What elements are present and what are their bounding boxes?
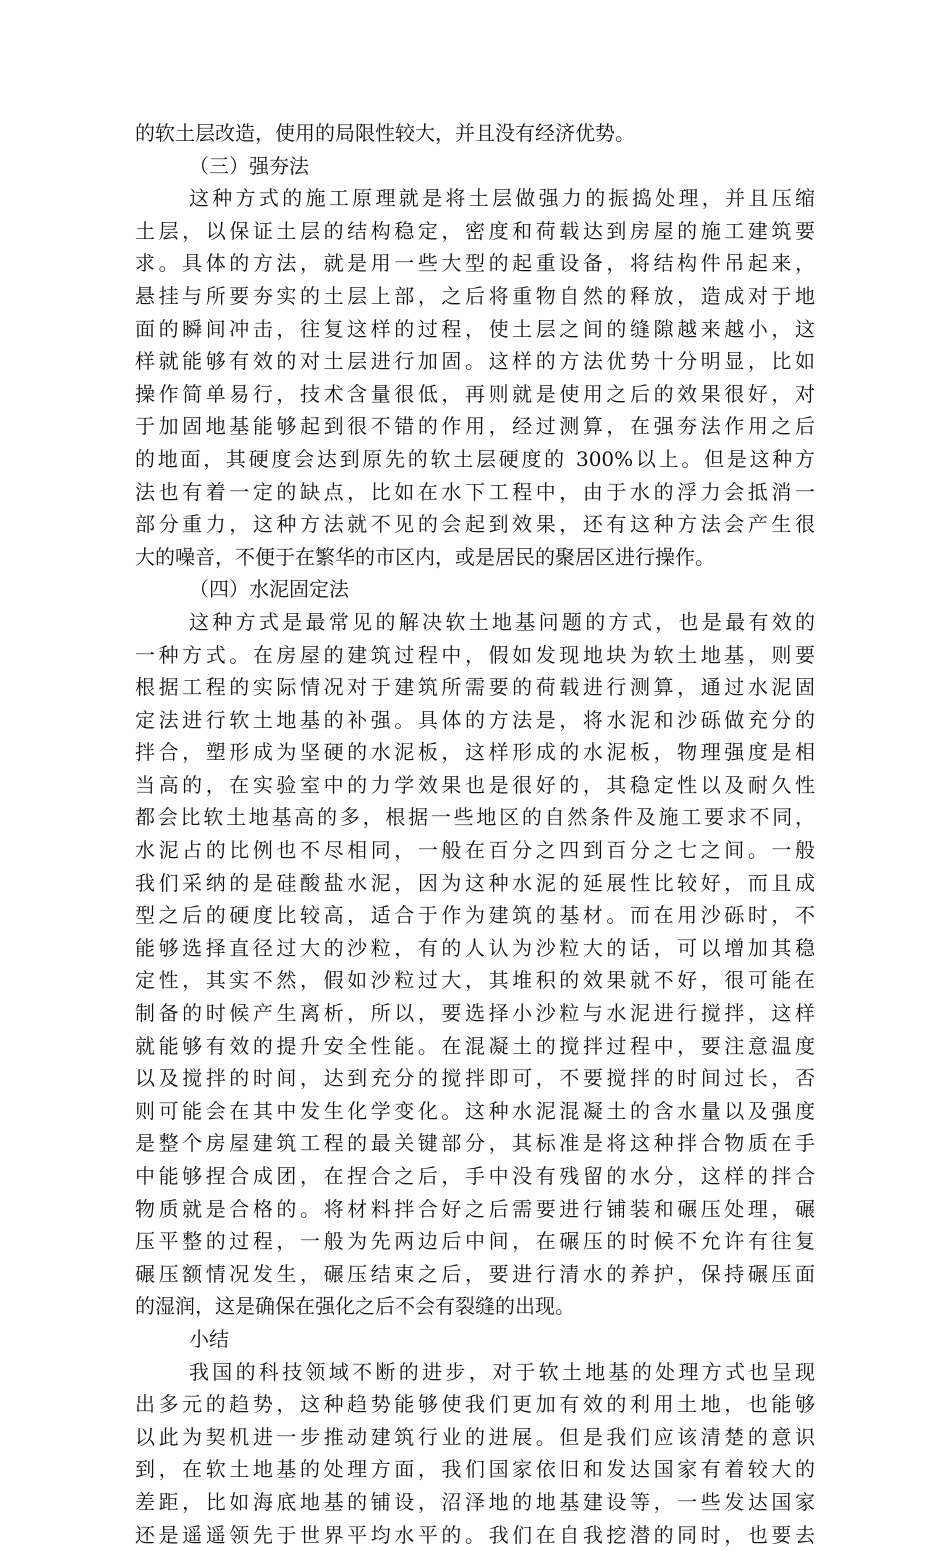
text-line: 这种方式的施工原理就是将土层做强力的振捣处理，并且压缩 bbox=[189, 186, 815, 211]
text-line: 样就能够有效的对土层进行加固。这样的方法优势十分明显，比如 bbox=[135, 349, 815, 374]
text-line: 我们采纳的是硅酸盐水泥，因为这种水泥的延展性比较好，而且成 bbox=[135, 870, 815, 895]
text-line: 的地面，其硬度会达到原先的软土层硬度的 300%以上。但是这种方 bbox=[135, 446, 815, 471]
text-line: 的软土层改造，使用的局限性较大，并且没有经济优势。 bbox=[135, 121, 635, 145]
text-line: 出多元的趋势，这种趋势能够使我们更加有效的利用土地，也能够 bbox=[135, 1392, 815, 1417]
paragraph bbox=[135, 182, 815, 573]
text-line: 以及搅拌的时间，达到充分的搅拌即可，不要搅拌的时间过长，否 bbox=[135, 1066, 815, 1091]
text-line: 的湿润，这是确保在强化之后不会有裂缝的出现。 bbox=[135, 1294, 575, 1319]
text-line: 都会比软土地基高的多，根据一些地区的自然条件及施工要求不同， bbox=[135, 805, 815, 830]
text-line: 求。具体的方法，就是用一些大型的起重设备，将结构件吊起来， bbox=[135, 251, 815, 276]
text-line: 以此为契机进一步推动建筑行业的进展。但是我们应该清楚的意识 bbox=[135, 1424, 815, 1449]
paragraph bbox=[135, 606, 815, 1323]
text-line: 面的瞬间冲击，往复这样的过程，使土层之间的缝隙越来越小，这 bbox=[135, 316, 815, 341]
text-line: 我国的科技领域不断的进步，对于软土地基的处理方式也呈现 bbox=[189, 1359, 815, 1384]
text-line: 拌合，塑形成为坚硬的水泥板，这样形成的水泥板，物理强度是相 bbox=[135, 740, 815, 765]
text-line: 差距，比如海底地基的铺设，沼泽地的地基建设等，一些发达国家 bbox=[135, 1489, 815, 1514]
text-line: 这种方式是最常见的解决软土地基问题的方式，也是最有效的 bbox=[189, 609, 815, 634]
text-line: 还是遥遥领先于世界平均水平的。我们在自我挖潜的同时，也要去 bbox=[135, 1522, 815, 1547]
text-line: 根据工程的实际情况对于建筑所需要的荷载进行测算，通过水泥固 bbox=[135, 675, 815, 700]
text-line: 部分重力，这种方法就不见的会起到效果，还有这种方法会产生很 bbox=[135, 512, 815, 537]
paragraph bbox=[135, 1356, 815, 1551]
text-line: 一种方式。在房屋的建筑过程中，假如发现地块为软土地基，则要 bbox=[135, 642, 815, 667]
text-line: 能够选择直径过大的沙粒，有的人认为沙粒大的话，可以增加其稳 bbox=[135, 935, 815, 960]
paragraph bbox=[135, 117, 815, 150]
text-line: 则可能会在其中发生化学变化。这种水泥混凝土的含水量以及强度 bbox=[135, 1098, 815, 1123]
text-line: 压平整的过程，一般为先两边后中间，在碾压的时候不允许有往复 bbox=[135, 1229, 815, 1254]
text-line: 于加固地基能够起到很不错的作用，经过测算，在强夯法作用之后 bbox=[135, 414, 815, 439]
section-heading: （四）水泥固定法 bbox=[189, 577, 349, 602]
text-line: 定法进行软土地基的补强。具体的方法是，将水泥和沙砾做充分的 bbox=[135, 707, 815, 732]
text-line: 碾压额情况发生，碾压结束之后，要进行清水的养护，保持碾压面 bbox=[135, 1261, 815, 1286]
text-line: 当高的，在实验室中的力学效果也是很好的，其稳定性以及耐久性 bbox=[135, 772, 815, 797]
text-line: 中能够捏合成团，在捏合之后，手中没有残留的水分，这样的拌合 bbox=[135, 1164, 815, 1188]
text-line: 制备的时候产生离析，所以，要选择小沙粒与水泥进行搅拌，这样 bbox=[135, 1001, 815, 1026]
text-line: 到，在软土地基的处理方面，我们国家依旧和发达国家有着较大的 bbox=[135, 1457, 815, 1482]
text-line: 大的噪音，不便于在繁华的市区内，或是居民的聚居区进行操作。 bbox=[135, 544, 715, 569]
text-line: 水泥占的比例也不尽相同，一般在百分之四到百分之七之间。一般 bbox=[135, 838, 815, 863]
text-line: 定性，其实不然，假如沙粒过大，其堆积的效果就不好，很可能在 bbox=[135, 968, 815, 993]
text-line: 是整个房屋建筑工程的最关键部分，其标准是将这种拌合物质在手 bbox=[135, 1131, 815, 1156]
text-line: 操作简单易行，技术含量很低，再则就是使用之后的效果很好，对 bbox=[135, 381, 815, 406]
text-line: 悬挂与所要夯实的土层上部，之后将重物自然的释放，造成对于地 bbox=[135, 283, 815, 308]
document-page bbox=[135, 117, 815, 1551]
text-line: 就能够有效的提升安全性能。在混凝土的搅拌过程中，要注意温度 bbox=[135, 1033, 815, 1058]
section-heading: （三）强夯法 bbox=[189, 153, 309, 178]
text-line: 型之后的硬度比较高，适合于作为建筑的基材。而在用沙砾时，不 bbox=[135, 903, 815, 928]
text-line: 土层，以保证土层的结构稳定，密度和荷载达到房屋的施工建筑要 bbox=[135, 218, 815, 243]
text-line: 物质就是合格的。将材料拌合好之后需要进行铺装和碾压处理，碾 bbox=[135, 1196, 815, 1221]
section-heading: 小结 bbox=[189, 1326, 229, 1351]
text-line: 法也有着一定的缺点，比如在水下工程中，由于水的浮力会抵消一 bbox=[135, 479, 815, 504]
